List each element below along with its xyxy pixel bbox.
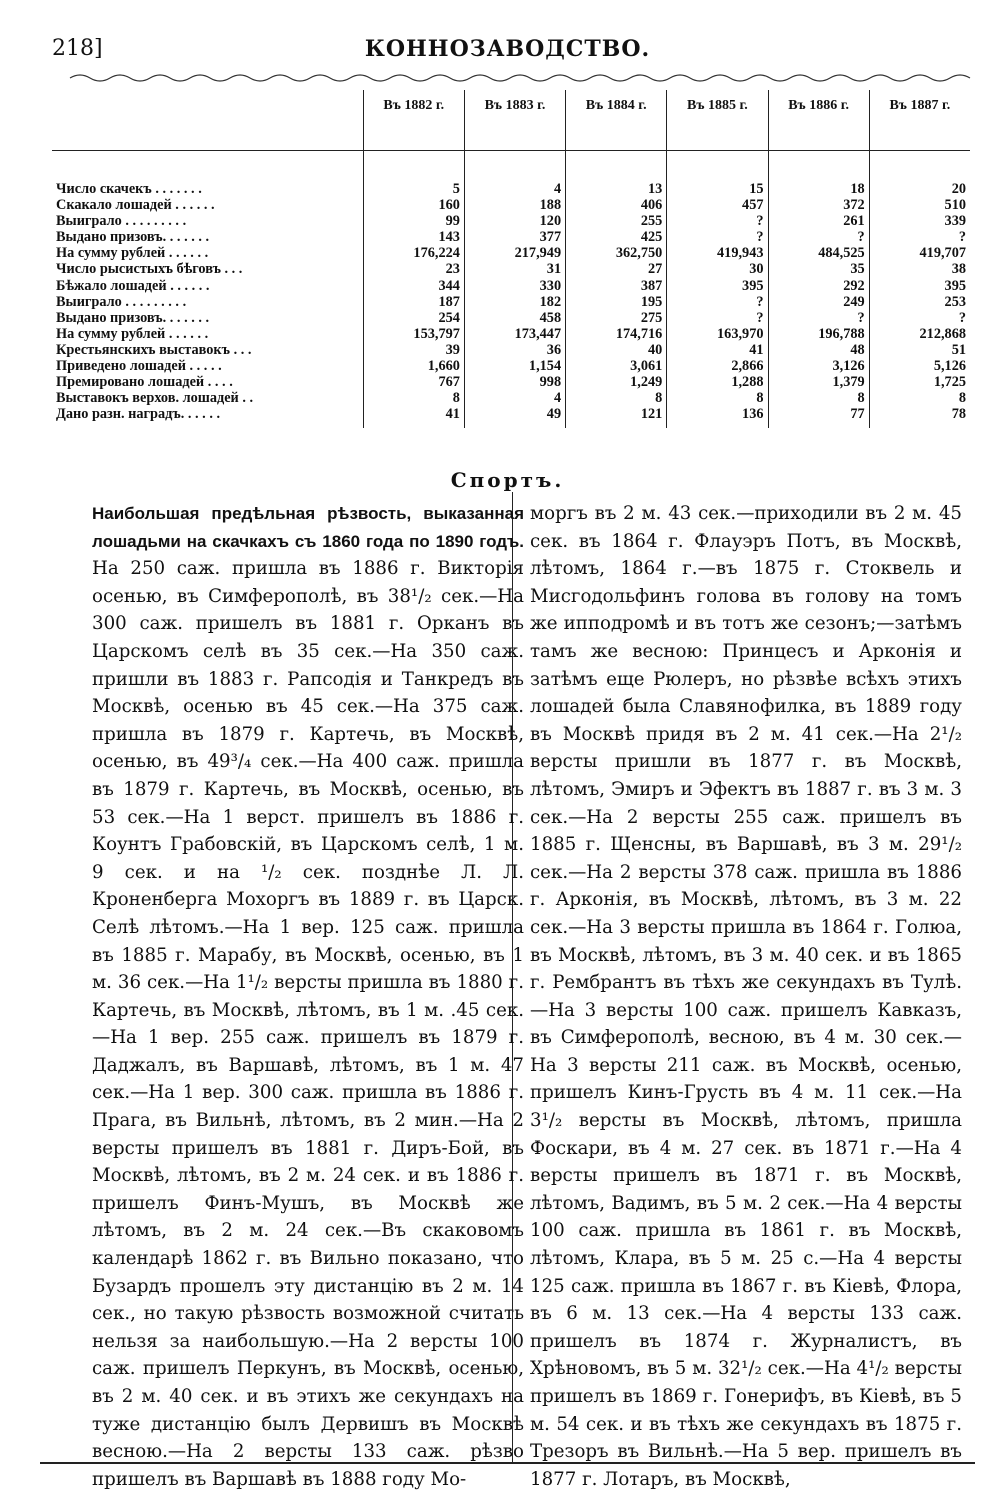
table-cell: 20 [869,181,970,197]
bottom-rule [40,1462,975,1464]
table-cell: 35 [768,261,869,277]
table-cell: 292 [768,278,869,294]
table-row [52,213,970,229]
table-cell: 8 [566,390,667,406]
row-label: Бѣжало лошадей . . . . . . [56,277,210,294]
table-cell: ? [667,310,768,326]
table-row [52,358,970,374]
text-column-left [92,500,524,1490]
table-cell: ? [869,310,970,326]
row-label: Приведено лошадей . . . . . [56,358,222,375]
table-cell: 4 [464,390,565,406]
table-spacer-row [52,151,970,182]
table-row [52,197,970,213]
table-row [52,261,970,277]
table-cell: 425 [566,229,667,245]
table-row [52,245,970,261]
table-cell: 1,379 [768,374,869,390]
row-label: Выиграло . . . . . . . . . [56,293,187,310]
table-cell: 18 [768,181,869,197]
text-column-right [530,500,962,1490]
table-cell: 339 [869,213,970,229]
table-cell: 1,660 [363,358,464,374]
table-cell: 8 [363,390,464,406]
row-label: Дано разн. наградъ. . . . . . [56,406,221,423]
table-cell: 255 [566,213,667,229]
column-header: Въ 1887 г. [869,90,970,151]
table-cell: 39 [363,342,464,358]
table-cell: 136 [667,406,768,428]
table-cell: 99 [363,213,464,229]
table-cell: 196,788 [768,326,869,342]
table-cell: 510 [869,197,970,213]
column-header: Въ 1884 г. [566,90,667,151]
table-cell: 38 [869,261,970,277]
column-header: Въ 1885 г. [667,90,768,151]
statistics-table-body [52,151,970,429]
table-row [52,278,970,294]
table-cell: 387 [566,278,667,294]
table-row [52,229,970,245]
table-cell: 3,126 [768,358,869,374]
table-cell: 2,866 [667,358,768,374]
table-cell: 48 [768,342,869,358]
table-row [52,326,970,342]
table-cell: 182 [464,294,565,310]
table-cell: 395 [869,278,970,294]
ornament-rule [70,70,970,86]
section-title: Спортъ. [450,468,565,492]
table-cell: 187 [363,294,464,310]
table-cell: 1,288 [667,374,768,390]
row-label: На сумму рублей . . . . . . [56,245,209,262]
table-cell: 457 [667,197,768,213]
table-cell: 8 [768,390,869,406]
row-label: Крестьянскихъ выставокъ . . . [56,341,252,358]
table-cell: 458 [464,310,565,326]
row-label: Премировано лошадей . . . . [56,374,233,391]
table-cell: 3,061 [566,358,667,374]
table-cell: 395 [667,278,768,294]
page-number: 218] [52,36,103,61]
table-cell: 188 [464,197,565,213]
table-cell: ? [667,213,768,229]
table-cell: 174,716 [566,326,667,342]
row-header-cell [52,90,363,151]
table-cell: 377 [464,229,565,245]
row-label: Выдано призовъ. . . . . . . [56,309,210,326]
table-cell: 8 [667,390,768,406]
table-row [52,181,970,197]
table-cell: 13 [566,181,667,197]
row-label: На сумму рублей . . . . . . [56,325,209,342]
row-label: Скакало лошадей . . . . . . [56,197,215,214]
table-cell: 362,750 [566,245,667,261]
table-cell: 406 [566,197,667,213]
page [40,30,975,1490]
table-cell: ? [667,229,768,245]
table-cell: 15 [667,181,768,197]
row-label: Число рысистыхъ бѣговъ . . . [56,261,243,278]
table-cell: 330 [464,278,565,294]
table-cell: 767 [363,374,464,390]
table-cell: 372 [768,197,869,213]
page-header [40,30,975,70]
table-cell: 1,725 [869,374,970,390]
statistics-table [52,90,970,428]
table-cell: 275 [566,310,667,326]
table-cell: 249 [768,294,869,310]
row-label: Выиграло . . . . . . . . . [56,213,187,230]
table-cell: 51 [869,342,970,358]
table-cell: 419,943 [667,245,768,261]
table-cell: 5,126 [869,358,970,374]
column-header: Въ 1882 г. [363,90,464,151]
table-cell: 27 [566,261,667,277]
running-title: КОННОЗАВОДСТВО. [364,36,651,62]
table-cell: 153,797 [363,326,464,342]
table-cell: 23 [363,261,464,277]
table-cell: 176,224 [363,245,464,261]
table-cell: 1,249 [566,374,667,390]
table-cell: 36 [464,342,565,358]
table-cell: 344 [363,278,464,294]
table-cell: 195 [566,294,667,310]
table-cell: 41 [363,406,464,428]
table-cell: ? [869,229,970,245]
body-text-left: На 250 саж. пришла въ 1886 г. Викторія осенью, въ Симферополѣ, въ 38¹/₂ сек.—На 300 саж. пришелъ въ 1881 г. Орканъ въ Царскомъ селѣ въ 35 сек.—На 350 саж. пришли въ 1883 г. Рапсодія и Танкредъ въ Москвѣ, осенью въ 45 сек.—На 375 саж. пришла въ 1879 г. Картечь, въ Москвѣ, осенью, въ 49³/₄ сек.—На 400 саж. пришла въ 1879 г. Картечь, въ Москвѣ, осенью, въ 53 сек.—На 1 верст. пришелъ въ 1886 г. Коунтъ Грабовскій, въ Царскомъ селѣ, 1 м. 9 сек. и на ¹/₂ сек. позднѣе Л. Л. Кроненберга Мохоргъ въ 1889 г. въ Царск. Селѣ лѣтомъ.—На 1 вер. 125 саж. пришла въ 1885 г. Марабу, въ Москвѣ, осенью, въ 1 м. 36 сек.—На 1¹/₂ версты пришла въ 1880 г. Картечь, въ Москвѣ, лѣтомъ, въ 1 м. .45 сек.—На 1 вер. 255 саж. пришелъ въ 1879 г. Даджалъ, въ Варшавѣ, лѣтомъ, въ 1 м. 47 сек.—На 1 вер. 300 саж. пришла въ 1886 г. Прага, въ Вильнѣ, лѣтомъ, въ 2 мин.—На 2 версты пришелъ въ 1881 г. Диръ-Бой, въ Москвѣ, лѣтомъ, въ 2 м. 24 сек. и въ 1886 г. пришелъ Финъ-Мушъ, въ Москвѣ же лѣтомъ, въ 2 м. 24 сек.—Въ скаковомъ календарѣ 1862 г. въ Вильно показано, что Бузардъ прошелъ эту дистанцію въ 2 м. 14 сек., но такую рѣзвость возможной считать нельзя за наибольшую.—На 2 версты 100 саж. пришелъ Перкунъ, въ Москвѣ, осенью, въ 2 м. 40 сек. и въ этихъ же секундахъ на туже дистанцію былъ Дервишъ въ Москвѣ весною.—На 2 версты 133 саж. рѣзво пришелъ въ Варшавѣ въ 1888 году Мо- [92,558,524,1490]
table-cell: 998 [464,374,565,390]
table-cell: 1,154 [464,358,565,374]
table-cell: 49 [464,406,565,428]
table-row [52,294,970,310]
table-cell: 419,707 [869,245,970,261]
table-cell: 41 [667,342,768,358]
table-cell: 253 [869,294,970,310]
table-cell: ? [768,229,869,245]
table-row [52,342,970,358]
table-cell: 254 [363,310,464,326]
body-text-right: моргъ въ 2 м. 43 сек.—приходили въ 2 м. 45 сек. въ 1864 г. Флауэръ Потъ, въ Москвѣ, лѣтомъ, 1864 г.—въ 1875 г. Стоквель и Мисгодольфинъ голова въ голову на томъ же ипподромѣ и въ тотъ же сезонъ;—затѣмъ тамъ же весною: Принцесъ и Арконія и затѣмъ еще Рюлеръ, но рѣзвѣе всѣхъ этихъ лошадей была Славянофилка, въ 1889 году въ Москвѣ придя въ 2 м. 41 сек.—На 2¹/₂ версты пришли въ 1877 г. въ Москвѣ, лѣтомъ, Эмиръ и Эфектъ въ 1887 г. въ 3 м. 3 сек.—На 2 версты 255 саж. пришелъ въ 1885 г. Щенсны, въ Варшавѣ, въ 3 м. 29¹/₂ сек.—На 2 версты 378 саж. пришла въ 1886 г. Арконія, въ Москвѣ, лѣтомъ, въ 3 м. 22 сек.—На 3 версты пришла въ 1864 г. Голюа, въ Москвѣ, лѣтомъ, въ 3 м. 40 сек. и въ 1865 г. Рембрантъ въ тѣхъ же секундахъ въ Тулѣ.—На 3 версты 100 саж. пришелъ Кавказъ, въ Симферополѣ, весною, въ 4 м. 30 сек.—На 3 версты 211 саж. въ Москвѣ, осенью, пришелъ Кинъ-Грусть въ 4 м. 11 сек.—На 3¹/₂ версты въ Москвѣ, лѣтомъ, пришла Фоскари, въ 4 м. 27 сек. въ 1871 г.—На 4 версты пришелъ въ 1871 г. въ Москвѣ, лѣтомъ, Вадимъ, въ 5 м. 2 сек.—На 4 версты 100 саж. пришла въ 1861 г. въ Москвѣ, лѣтомъ, Клара, въ 5 м. 25 с.—На 4 версты 125 саж. пришла въ 1867 г. въ Кіевѣ, Флора, въ 6 м. 13 сек.—На 4 версты 133 саж. пришелъ въ 1874 г. Журналистъ, въ Хрѣновомъ, въ 5 м. 32¹/₂ сек.—На 4¹/₂ версты пришелъ въ 1869 г. Гонерифъ, въ Кіевѣ, въ 5 м. 54 сек. и въ тѣхъ же секундахъ въ 1875 г. Трезоръ въ Вильнѣ.—На 5 вер. пришелъ въ 1877 г. Лотаръ, въ Москвѣ, [530,503,962,1490]
row-label: Выставокъ верхов. лошадей . . [56,390,254,407]
table-cell: 163,970 [667,326,768,342]
row-label: Число скачекъ . . . . . . . [56,181,202,197]
table-cell: 217,949 [464,245,565,261]
table-cell: 484,525 [768,245,869,261]
table-cell: 77 [768,406,869,428]
table-cell: 31 [464,261,565,277]
table-cell: 120 [464,213,565,229]
table-row [52,390,970,406]
table-cell: 160 [363,197,464,213]
row-label: Выдано призовъ. . . . . . . [56,229,210,246]
column-header: Въ 1883 г. [464,90,565,151]
table-cell: 173,447 [464,326,565,342]
table-cell: 143 [363,229,464,245]
table-cell: 30 [667,261,768,277]
lead-heading: Наибольшая предѣльная рѣзвость, выказанная лошадьми на скачкахъ съ 1860 года по 1890 годъ. [92,504,524,551]
table-row [52,406,970,428]
table-row [52,310,970,326]
table-cell: 5 [363,181,464,197]
table-cell: 8 [869,390,970,406]
table-cell: 4 [464,181,565,197]
table-cell: 40 [566,342,667,358]
table-cell: ? [768,310,869,326]
column-header: Въ 1886 г. [768,90,869,151]
table-row [52,374,970,390]
table-cell: 212,868 [869,326,970,342]
table-cell: 121 [566,406,667,428]
table-cell: 261 [768,213,869,229]
table-cell: ? [667,294,768,310]
table-cell: 78 [869,406,970,428]
